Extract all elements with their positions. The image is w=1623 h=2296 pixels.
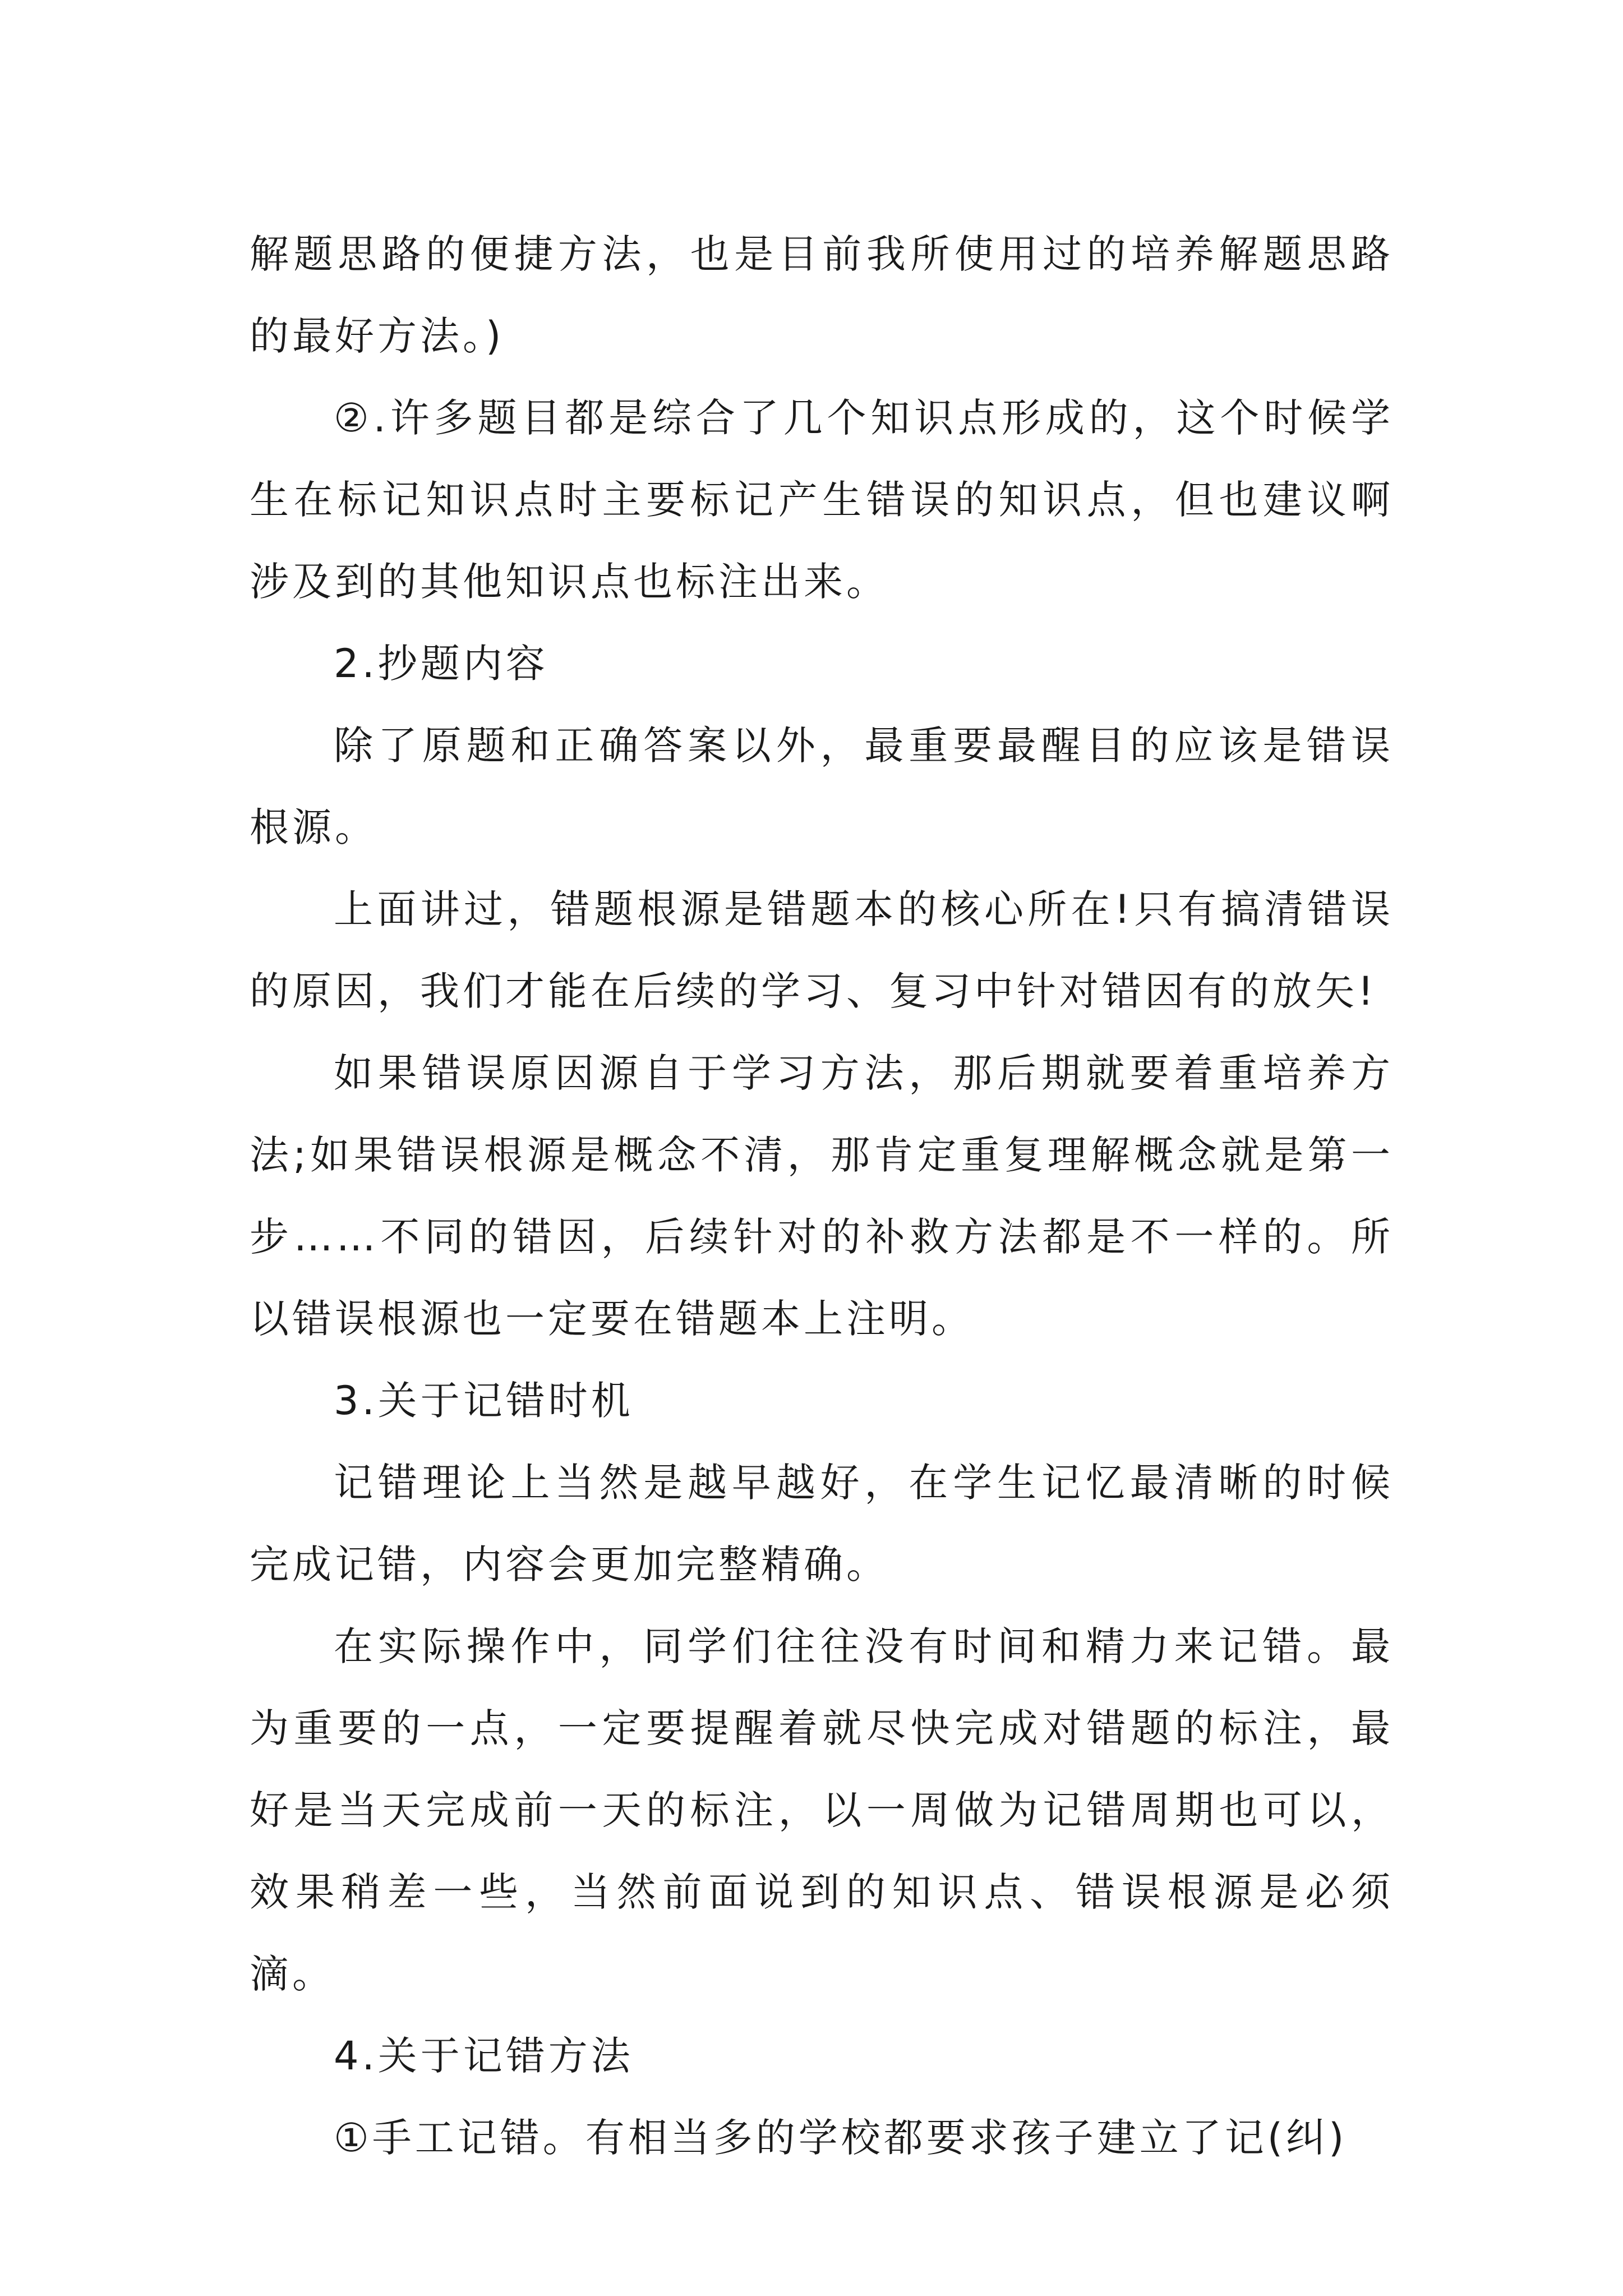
paragraph-5: 如果错误原因源自于学习方法，那后期就要着重培养方法;如果错误根源是概念不清，那肯定重复理解概念就是第一步……不同的错因，后续针对的补救方法都是不一样的。所以错误根源也一定要在错题本上注明。 bbox=[250, 1050, 1394, 1342]
paragraph-6: 记错理论上当然是越早越好，在学生记忆最清晰的时候完成记错，内容会更加完整精确。 bbox=[250, 1460, 1394, 1588]
paragraph-8: ①手工记错。有相当多的学校都要求孩子建立了记(纠) bbox=[334, 2115, 1348, 2161]
paragraph-2: ②.许多题目都是综合了几个知识点形成的，这个时候学生在标记知识点时主要标记产生错误的知识点，但也建议啊涉及到的其他知识点也标注出来。 bbox=[250, 395, 1394, 605]
paragraph-3: 除了原题和正确答案以外，最重要最醒目的应该是错误根源。 bbox=[250, 723, 1394, 850]
paragraph-4: 上面讲过，错题根源是错题本的核心所在!只有搞清错误的原因，我们才能在后续的学习、复习中针对错因有的放矢! bbox=[250, 886, 1394, 1014]
section-heading-4: 4.关于记错方法 bbox=[334, 2033, 634, 2079]
section-heading-3: 3.关于记错时机 bbox=[334, 1378, 634, 1424]
paragraph-7: 在实际操作中，同学们往往没有时间和精力来记错。最为重要的一点，一定要提醒着就尽快完成对错题的标注，最好是当天完成前一天的标注，以一周做为记错周期也可以，效果稍差一些，当然前面说到的知识点、错误根源是必须滴。 bbox=[250, 1623, 1394, 1997]
document-body bbox=[250, 213, 1394, 2179]
paragraph-1: 解题思路的便捷方法，也是目前我所使用过的培养解题思路的最好方法。) bbox=[250, 231, 1394, 359]
section-heading-2: 2.抄题内容 bbox=[334, 641, 548, 687]
